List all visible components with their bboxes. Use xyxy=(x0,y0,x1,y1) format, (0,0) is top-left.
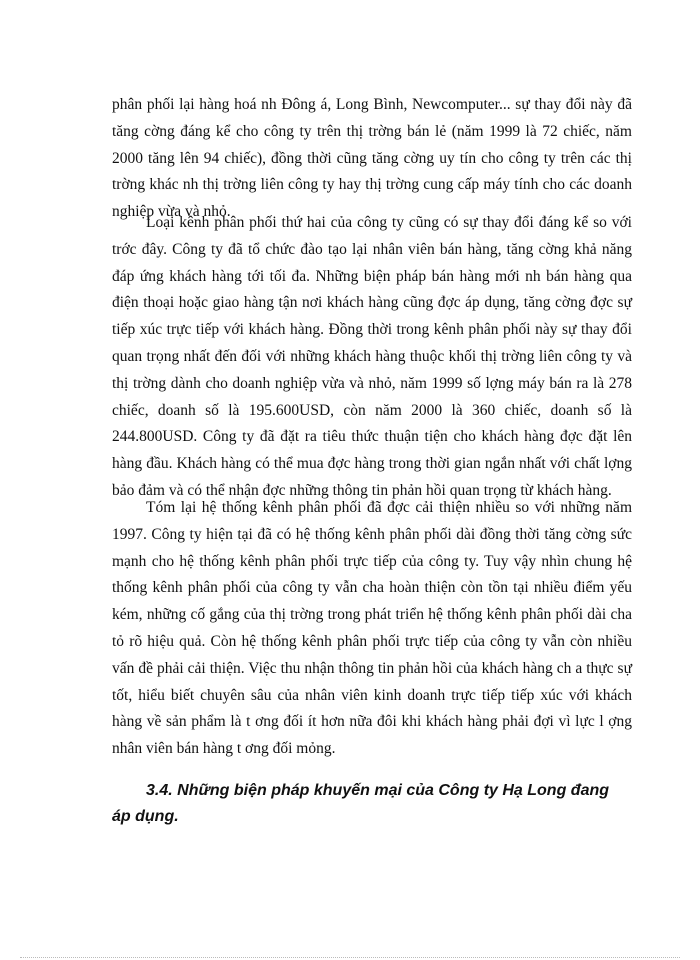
section-heading: 3.4. Những biện pháp khuyến mại của Công ty Hạ Long đang áp dụng. xyxy=(112,782,610,825)
paragraph-summary: Tóm lại hệ thống kênh phân phối đã đợc cải thiện nhiều so với những năm 1997. Công ty hiện tại đã có hệ thống kênh phân phối dài đồng thời tăng cờng sức mạnh cho hệ thống kênh phân phối trực tiếp của công ty. Tuy vậy nhìn chung hệ thống kênh phân phối của công ty vẫn cha hoàn thiện còn tồn tại nhiều điểm yếu kém, những cố gắng của thị trờng trong phát triển hệ thống kênh phân phối dài cha tỏ rõ hiệu quả. Còn hệ thống kênh phân phối trực tiếp của công ty vẫn còn nhiều vấn đề phải cải thiện. Việc thu nhận thông tin phản hồi của khách hàng ch a thực sự tốt, hiểu biết chuyên sâu của nhân viên kinh doanh trực tiếp tiếp xúc với khách hàng về sản phẩm là t ơng đối ít hơn nữa đôi khi khách hàng phải đợi vì lực l ợng nhân viên bán hàng t ơng đối mỏng. xyxy=(112,499,632,758)
paragraph-distribution-changes: phân phối lại hàng hoá nh Đông á, Long Bình, Newcomputer... sự thay đổi này đã tăng cờng đáng kể cho công ty trên thị trờng bán lẻ (năm 1999 là 72 chiếc, năm 2000 tăng lên 94 chiếc), đồng thời cũng tăng cờng uy tín cho công ty trên các thị trờng khác nh thị trờng liên công ty hay thị trờng cung cấp máy tính cho các doanh nghiệp vừa và nhỏ. xyxy=(112,96,632,221)
paragraph-second-channel: Loại kênh phân phối thứ hai của công ty cũng có sự thay đổi đáng kể so với trớc đây. Công ty đã tổ chức đào tạo lại nhân viên bán hàng, tăng cờng khả năng đáp ứng khách hàng tới tối đa. Những biện pháp bán hàng mới nh bán hàng qua điện thoại hoặc giao hàng tận nơi khách hàng cũng đợc áp dụng, tăng cờng đợc sự tiếp xúc trực tiếp với khách hàng. Đồng thời trong kênh phân phối này sự thay đổi quan trọng nhất đến đối với những khách hàng thuộc khối thị trờng liên công ty và thị trờng dành cho doanh nghiệp vừa và nhỏ, năm 1999 số lợng máy bán ra là 278 chiếc, doanh số là 195.600USD, còn năm 2000 là 360 chiếc, doanh số là 244.800USD. Công ty đã đặt ra tiêu thức thuận tiện cho khách hàng đợc đặt lên hàng đầu. Khách hàng có thể mua đợc hàng trong thời gian ngắn nhất với chất lợng bảo đảm và có thể nhận đợc những thông tin phản hồi quan trọng từ khách hàng. xyxy=(112,214,632,499)
page-bottom-divider xyxy=(20,957,680,958)
